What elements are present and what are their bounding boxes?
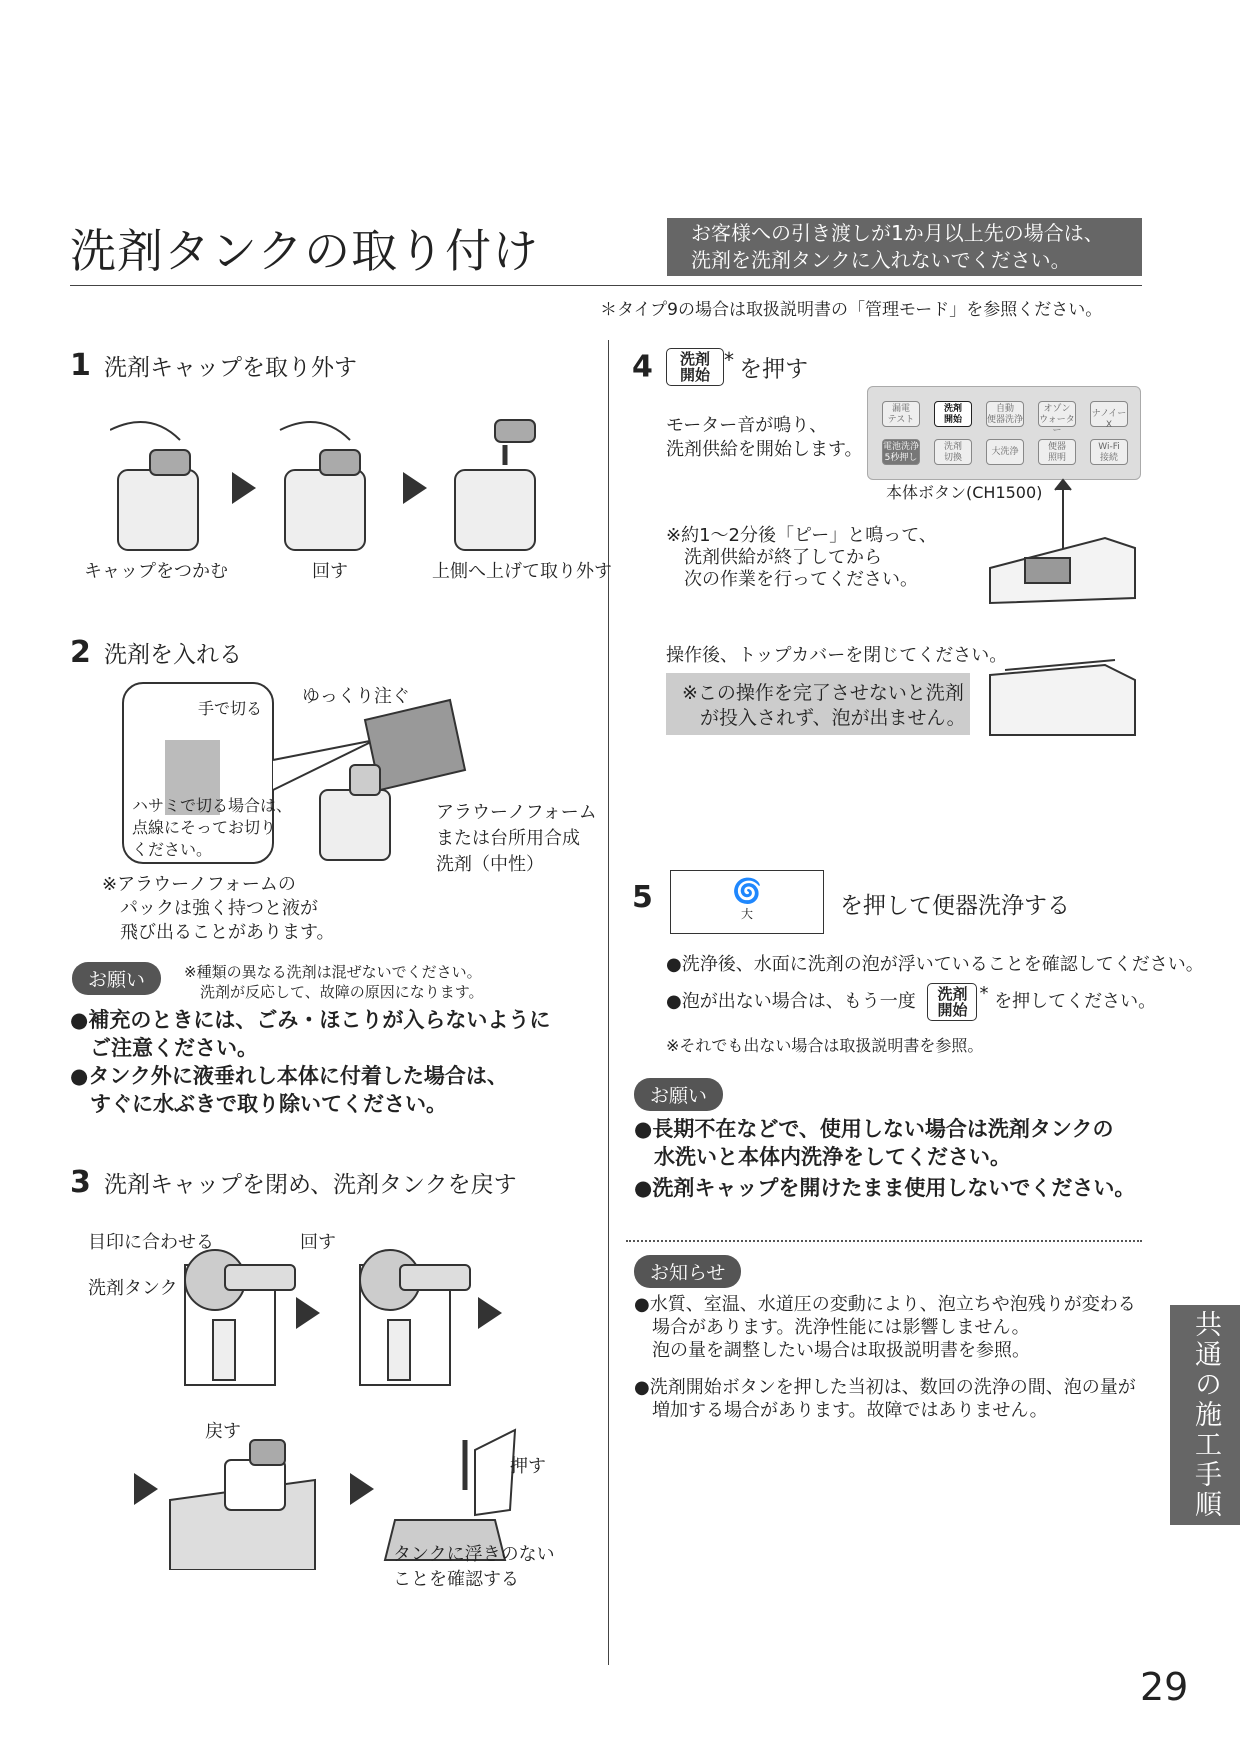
- step5-bullet: [666, 983, 1156, 1021]
- flush-swirl-icon: 🌀: [732, 877, 762, 905]
- note-line: 洗剤供給が終了してから: [684, 547, 882, 568]
- desc-line: モーター音が鳴り、: [666, 415, 828, 436]
- note-line: 次の作業を行ってください。: [684, 569, 918, 590]
- bullet-line: すぐに水ぶきで取り除いてください。: [90, 1092, 447, 1116]
- bullet-line: 水洗いと本体内洗浄をしてください。: [654, 1145, 1011, 1169]
- scissors-note: [132, 795, 292, 861]
- label-line: または台所用合成: [436, 828, 580, 849]
- step-number: 1: [70, 348, 91, 383]
- note-line: 飛び出ることがあります。: [120, 922, 335, 943]
- wait-note: [666, 525, 937, 591]
- note-line: ください。: [132, 840, 213, 859]
- section-side-tab: 共通の施工手順: [1170, 1305, 1240, 1525]
- label-line: 洗剤（中性）: [436, 854, 544, 875]
- note-line: 点線にそってお切り: [132, 818, 277, 837]
- bullet-line: ●タンク外に液垂れし本体に付着した場合は、: [70, 1064, 508, 1088]
- arrow-icon: [403, 472, 427, 504]
- page-title: 洗剤タンクの取り付け: [70, 224, 540, 278]
- panel-button-wifi[interactable]: Wi-Fi 接続: [1090, 439, 1128, 465]
- step-title: 洗剤キャップを取り外す: [103, 355, 357, 381]
- bullet-line: 泡の量を調整したい場合は取扱説明書を参照。: [652, 1340, 1030, 1361]
- close-note: 操作後、トップカバーを閉じてください。: [666, 645, 1008, 666]
- step5-request-bullet: [634, 1174, 1135, 1202]
- note-line: が投入されず、泡が出ません。: [700, 707, 966, 729]
- section-divider: [626, 1240, 1142, 1242]
- asterisk: *: [979, 983, 989, 1004]
- step5-request-bullet: [634, 1115, 1113, 1171]
- warning-box: [667, 218, 1142, 276]
- detergent-label: [436, 800, 597, 878]
- pack-note: [102, 873, 335, 945]
- note-line: ※約1～2分後「ピー」と鳴って、: [666, 525, 937, 546]
- note-line: パックは強く持つと液が: [120, 898, 318, 919]
- step1-heading: [70, 348, 357, 383]
- step4-heading: [632, 348, 808, 386]
- panel-button-detergent-start[interactable]: 洗剤 開始: [934, 401, 972, 427]
- turn-label: 回す: [300, 1232, 336, 1253]
- step1-caption: 回す: [312, 561, 348, 582]
- panel-button-ozone[interactable]: オゾン ウォーター: [1038, 401, 1076, 427]
- note-line: ※アラウーノフォームの: [102, 874, 296, 895]
- step1-illustration: [110, 410, 600, 560]
- toilet-top-illustration: [985, 478, 1145, 608]
- step-number: 5: [632, 880, 653, 915]
- push-label: 押す: [510, 1456, 546, 1477]
- panel-button-nanoe[interactable]: ナノイーX: [1090, 401, 1128, 427]
- step-number: 4: [632, 349, 653, 385]
- tank-label: 洗剤タンク: [88, 1278, 178, 1299]
- button-line: 開始: [679, 366, 710, 384]
- button-panel: [867, 386, 1141, 480]
- flush-big-button[interactable]: [670, 870, 824, 934]
- warning-line: 洗剤を洗剤タンクに入れないでください。: [691, 248, 1071, 272]
- panel-button-detergent-switch[interactable]: 洗剤 切換: [934, 439, 972, 465]
- panel-button-leak-test[interactable]: 漏電 テスト: [882, 401, 920, 427]
- info-bullet: [634, 1293, 1136, 1362]
- arrow-icon: [350, 1473, 374, 1505]
- header-rule: [70, 285, 1142, 286]
- note-line: ※この操作を完了させないと洗剤: [682, 682, 964, 704]
- request-pill: お願い: [634, 1078, 723, 1111]
- info-bullet: [634, 1376, 1136, 1422]
- bullet-line: ●水質、室温、水道圧の変動により、泡立ちや泡残りが変わる: [634, 1294, 1136, 1315]
- button-line: 洗剤: [679, 350, 710, 368]
- bullet-text: ●泡が出ない場合は、もう一度: [666, 991, 916, 1012]
- bullet-text: を押してください。: [994, 991, 1157, 1012]
- panel-button-big-flush[interactable]: 大洗浄: [986, 439, 1024, 465]
- return-label: 戻す: [205, 1421, 241, 1442]
- bullet-line: ●長期不在などで、使用しない場合は洗剤タンクの: [634, 1117, 1114, 1141]
- arrow-icon: [478, 1297, 502, 1329]
- arrow-icon: [134, 1473, 158, 1505]
- arrow-icon: [296, 1297, 320, 1329]
- step4-desc: [666, 414, 863, 462]
- label-line: アラウーノフォーム: [436, 802, 597, 823]
- label-line: タンクに浮きのない: [393, 1544, 555, 1565]
- step2-bullet: [70, 1062, 508, 1118]
- toilet-cover-illustration: [985, 640, 1145, 740]
- step1-caption: キャップをつかむ: [84, 561, 228, 582]
- detergent-start-button[interactable]: [666, 348, 724, 386]
- button-line: 開始: [937, 1001, 968, 1019]
- step2-heading: [70, 635, 242, 670]
- bullet-line: ●補充のときには、ごみ・ほこりが入らないように: [70, 1008, 551, 1032]
- type9-note: ＊タイプ9の場合は取扱説明書の「管理モード」を参照ください。: [600, 300, 1103, 320]
- column-divider: [608, 340, 609, 1665]
- button-text: 大: [740, 907, 753, 921]
- step-title: を押して便器洗浄する: [840, 893, 1070, 919]
- step-number: 3: [70, 1165, 91, 1200]
- confirm-label: [393, 1542, 555, 1592]
- step2-bullet: [70, 1006, 550, 1062]
- button-line: 洗剤: [937, 985, 968, 1003]
- request-note: [184, 962, 484, 1002]
- panel-button-auto-flush[interactable]: 自動 便器洗浄: [986, 401, 1024, 427]
- step-title: を押す: [739, 356, 809, 383]
- step-title: 洗剤キャップを閉め、洗剤タンクを戻す: [103, 1172, 517, 1198]
- step3-top-illustration: [180, 1245, 480, 1395]
- step-title: 洗剤を入れる: [103, 642, 242, 668]
- bullet-line: ご注意ください。: [90, 1036, 258, 1060]
- request-pill: お願い: [72, 962, 161, 995]
- label-line: ことを確認する: [393, 1569, 519, 1590]
- tear-label: 手で切る: [198, 699, 263, 718]
- grey-note: [666, 673, 970, 735]
- note-line: ハサミで切る場合は、: [132, 796, 293, 815]
- step5-bullet: ●洗浄後、水面に洗剤の泡が浮いていることを確認してください。: [666, 954, 1204, 975]
- panel-button-bowl-light[interactable]: 便器 照明: [1038, 439, 1076, 465]
- pour-label: ゆっくり注ぐ: [302, 686, 410, 707]
- page-number: 29: [1140, 1665, 1189, 1709]
- note-line: 洗剤が反応して、故障の原因になります。: [200, 983, 484, 1001]
- bullet-line: ●洗剤キャップを開けたまま使用しないでください。: [634, 1176, 1136, 1200]
- panel-button-battery-flush[interactable]: 電池洗浄 5秒押し: [882, 439, 920, 465]
- step5-note: ※それでも出ない場合は取扱説明書を参照。: [666, 1036, 984, 1055]
- asterisk: *: [723, 348, 734, 372]
- step-number: 2: [70, 635, 91, 670]
- info-pill: お知らせ: [634, 1255, 741, 1288]
- step1-caption: 上側へ上げて取り外す: [432, 561, 612, 582]
- bullet-line: 場合があります。洗浄性能には影響しません。: [652, 1317, 1030, 1338]
- desc-line: 洗剤供給を開始します。: [666, 439, 863, 460]
- panel-caption: 本体ボタン(CH1500): [886, 483, 1043, 502]
- warning-line: お客様への引き渡しが1か月以上先の場合は、: [691, 221, 1104, 245]
- note-line: ※種類の異なる洗剤は混ぜないでください。: [184, 963, 482, 981]
- arrow-icon: [232, 472, 256, 504]
- step3-heading: [70, 1165, 517, 1200]
- detergent-start-button[interactable]: [927, 983, 977, 1021]
- align-label: 目印に合わせる: [88, 1232, 214, 1253]
- bullet-line: ●洗剤開始ボタンを押した当初は、数回の洗浄の間、泡の量が: [634, 1377, 1136, 1398]
- bullet-line: 増加する場合があります。故障ではありません。: [652, 1400, 1048, 1421]
